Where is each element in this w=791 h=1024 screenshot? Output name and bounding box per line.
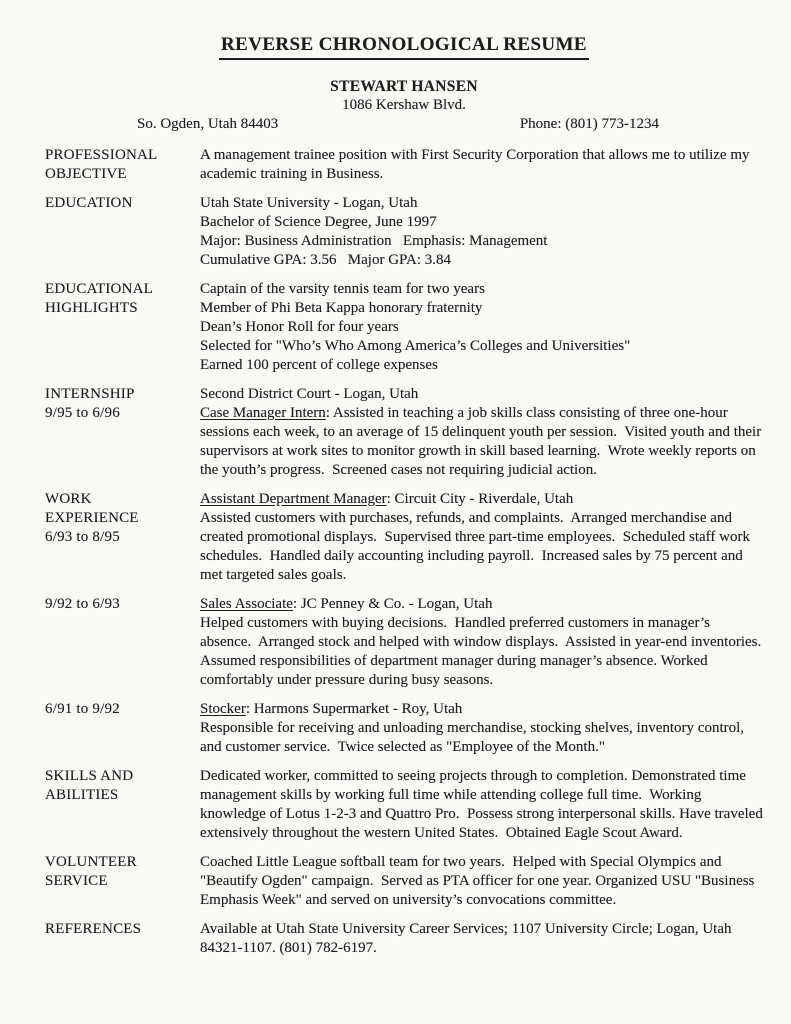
skills-text: Dedicated worker, committed to seeing projects through to completion. Demonstrated time management skills by working full time while attending college full time. Working knowledge of Lotus 1-2-3 and Quattro Pro. Possess strong interpersonal skills. Have traveled extensively throughout the western United States. Obtained Eagle Scout Award. xyxy=(200,768,767,841)
section-label xyxy=(45,280,200,375)
section-label xyxy=(45,385,200,480)
highlight-line: Dean’s Honor Roll for four years xyxy=(200,319,399,335)
highlight-line: Member of Phi Beta Kappa honorary fraternity xyxy=(200,300,483,316)
section-work-experience-job-3 xyxy=(45,700,763,757)
section-content xyxy=(200,853,763,910)
section-label-line: PROFESSIONAL xyxy=(45,147,158,163)
internship-job-title: Case Manager Intern xyxy=(200,405,326,421)
section-content xyxy=(200,920,763,958)
internship-description-text: : Assisted in teaching a job skills class consisting of three one-hour sessions each week, to an average of 15 delinquent youth per session. Visited youth and their supervisors at work sites to monitor growth in skill based learning. Wrote weekly reports on the youth’s progress. Screened cases not requiring judicial action. xyxy=(200,405,765,478)
street-address: 1086 Kershaw Blvd. xyxy=(342,97,466,113)
job-employer: : JC Penney & Co. - Logan, Utah xyxy=(292,596,493,612)
section-work-experience-job-1 xyxy=(45,490,763,585)
job-title-line xyxy=(200,700,763,719)
section-label xyxy=(45,194,200,270)
section-label xyxy=(45,490,200,585)
highlight-line: Captain of the varsity tennis team for two years xyxy=(200,281,485,297)
job-title: Assistant Department Manager xyxy=(200,491,387,507)
section-label-line: SERVICE xyxy=(45,873,108,889)
section-label xyxy=(45,595,200,690)
section-label-line: EDUCATION xyxy=(45,195,133,211)
internship-dates: 9/95 to 6/96 xyxy=(45,405,120,421)
objective-text: A management trainee position with First Security Corporation that allows me to utilize my academic training in Business. xyxy=(200,147,754,182)
job-title: Sales Associate xyxy=(200,596,293,612)
section-label-line: REFERENCES xyxy=(45,921,142,937)
candidate-name: STEWART HANSEN xyxy=(330,78,478,95)
job-title-line xyxy=(200,490,763,509)
section-label-line: HIGHLIGHTS xyxy=(45,300,138,316)
section-content xyxy=(200,194,763,270)
job-title: Stocker xyxy=(200,701,246,717)
education-line: Utah State University - Logan, Utah xyxy=(200,195,418,211)
title-row xyxy=(45,34,763,60)
section-label-line: ABILITIES xyxy=(45,787,119,803)
internship-employer: Second District Court - Logan, Utah xyxy=(200,386,419,402)
job-description: Assisted customers with purchases, refunds, and complaints. Arranged merchandise and created promotional displays. Supervised three part-time employees. Scheduled staff work schedules. Handled daily accounting including payroll. Increased sales by 75 percent and met targeted sales goals. xyxy=(200,510,754,583)
education-line: Bachelor of Science Degree, June 1997 xyxy=(200,214,437,230)
section-label xyxy=(45,767,200,843)
section-educational-highlights xyxy=(45,280,763,375)
section-label-line: OBJECTIVE xyxy=(45,166,127,182)
section-content xyxy=(200,700,763,757)
section-label-line: EXPERIENCE xyxy=(45,510,139,526)
section-label xyxy=(45,920,200,958)
section-volunteer-service xyxy=(45,853,763,910)
section-professional-objective xyxy=(45,146,763,184)
references-text: Available at Utah State University Career Services; 1107 University Circle; Logan, Utah 84321-1107. (801) 782-6197. xyxy=(200,921,736,956)
address-row xyxy=(45,115,763,134)
city-state-zip: So. Ogden, Utah 84403 xyxy=(137,116,279,132)
section-content xyxy=(200,280,763,375)
job-dates: 6/91 to 9/92 xyxy=(45,701,120,717)
job-description: Responsible for receiving and unloading merchandise, stocking shelves, inventory control, and customer service. Twice selected as "Employee of the Month." xyxy=(200,720,748,755)
highlight-line: Earned 100 percent of college expenses xyxy=(200,357,438,373)
section-content xyxy=(200,490,763,585)
section-work-experience-job-2 xyxy=(45,595,768,690)
section-label-line: SKILLS AND xyxy=(45,768,134,784)
volunteer-text: Coached Little League softball team for two years. Helped with Special Olympics and "Beautify Ogden" campaign. Served as PTA officer for one year. Organized USU "Business Emphasis Week" and served on university’s convocations committee. xyxy=(200,854,759,908)
section-content xyxy=(200,385,763,480)
internship-description xyxy=(200,404,763,480)
section-content xyxy=(200,146,763,184)
job-dates: 6/93 to 8/95 xyxy=(45,529,120,545)
section-label-line: INTERNSHIP xyxy=(45,386,135,402)
education-line: Cumulative GPA: 3.56 Major GPA: 3.84 xyxy=(200,252,451,268)
section-label xyxy=(45,146,200,184)
section-label xyxy=(45,700,200,757)
section-content xyxy=(200,595,768,690)
section-label-line: WORK xyxy=(45,491,92,507)
job-employer: : Harmons Supermarket - Roy, Utah xyxy=(245,701,463,717)
job-employer: : Circuit City - Riverdale, Utah xyxy=(386,491,574,507)
job-description: Helped customers with buying decisions. Handled preferred customers in manager’s absence. Arranged stock and helped with window displays. Assisted in year-end inventories. Assumed responsibilities of department manager during manager’s absence. Worked comfortably under pressure during busy seasons. xyxy=(200,615,768,688)
job-title-line xyxy=(200,595,763,614)
section-content xyxy=(200,767,767,843)
section-references xyxy=(45,920,763,958)
section-education xyxy=(45,194,763,270)
highlight-line: Selected for "Who’s Who Among America’s Colleges and Universities" xyxy=(200,338,631,354)
section-label xyxy=(45,853,200,910)
section-internship xyxy=(45,385,763,480)
section-skills-and-abilities xyxy=(45,767,767,843)
education-line: Major: Business Administration Emphasis: Management xyxy=(200,233,548,249)
phone-number: Phone: (801) 773-1234 xyxy=(519,116,659,132)
section-label-line: VOLUNTEER xyxy=(45,854,137,870)
job-dates: 9/92 to 6/93 xyxy=(45,596,120,612)
page-title: REVERSE CHRONOLOGICAL RESUME xyxy=(219,34,589,60)
section-label-line: EDUCATIONAL xyxy=(45,281,154,297)
